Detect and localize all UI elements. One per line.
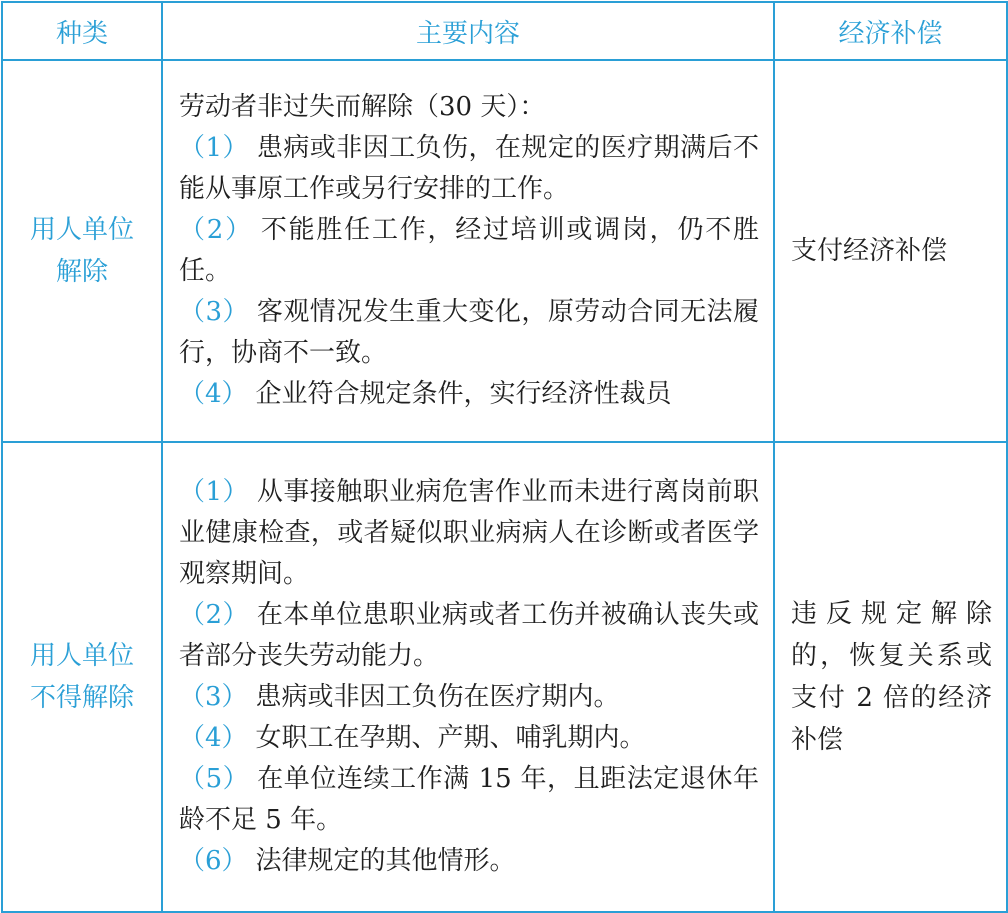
category-line: 用人单位 xyxy=(29,641,134,671)
item-text: 从事接触职业病危害作业而未进行离岗前职业健康检查，或者疑似职业病病人在诊断或者医学观察期间。 xyxy=(179,477,759,589)
list-item xyxy=(179,718,759,759)
compensation-cell: 违反规定解除的，恢复关系或支付 2 倍的经济补偿 xyxy=(774,442,1007,912)
item-number: （3） xyxy=(179,297,249,327)
content-cell xyxy=(162,442,774,912)
compensation-cell: 支付经济补偿 xyxy=(774,60,1007,442)
list-item xyxy=(179,210,759,292)
header-compensation: 经济补偿 xyxy=(774,2,1007,60)
item-number: （1） xyxy=(179,477,249,507)
category-cell xyxy=(2,442,162,912)
table-row xyxy=(2,60,1007,442)
category-line: 用人单位 xyxy=(29,215,134,245)
item-text: 患病或非因工负伤，在规定的医疗期满后不能从事原工作或另行安排的工作。 xyxy=(179,133,759,204)
header-category: 种类 xyxy=(2,2,162,60)
list-item xyxy=(179,677,759,718)
item-number: （4） xyxy=(179,723,248,753)
content-intro: 劳动者非过失而解除（30 天）： xyxy=(179,92,546,122)
item-text: 法律规定的其他情形。 xyxy=(255,846,516,876)
item-text: 客观情况发生重大变化，原劳动合同无法履行，协商不一致。 xyxy=(179,297,759,368)
list-item xyxy=(179,374,759,415)
item-number: （3） xyxy=(179,682,248,712)
list-item xyxy=(179,292,759,374)
item-number: （4） xyxy=(179,379,248,409)
termination-table xyxy=(1,1,1008,913)
table-row xyxy=(2,442,1007,912)
item-text: 企业符合规定条件，实行经济性裁员 xyxy=(255,379,672,409)
item-text: 在单位连续工作满 15 年，且距法定退休年龄不足 5 年。 xyxy=(179,764,759,835)
list-item xyxy=(179,128,759,210)
item-number: （2） xyxy=(179,600,249,630)
item-number: （1） xyxy=(179,133,249,163)
item-number: （5） xyxy=(179,764,250,794)
list-item xyxy=(179,759,759,841)
category-cell xyxy=(2,60,162,442)
list-item xyxy=(179,595,759,677)
category-line: 不得解除 xyxy=(29,683,134,713)
list-item xyxy=(179,841,759,882)
list-item xyxy=(179,472,759,595)
header-main-content: 主要内容 xyxy=(162,2,774,60)
item-number: （6） xyxy=(179,846,248,876)
item-text: 在本单位患职业病或者工伤并被确认丧失或者部分丧失劳动能力。 xyxy=(179,600,759,671)
item-text: 患病或非因工负伤在医疗期内。 xyxy=(255,682,620,712)
category-line: 解除 xyxy=(55,257,108,287)
header-row xyxy=(2,2,1007,60)
item-number: （2） xyxy=(179,215,253,245)
item-text: 女职工在孕期、产期、哺乳期内。 xyxy=(255,723,646,753)
item-text: 不能胜任工作，经过培训或调岗，仍不胜任。 xyxy=(179,215,759,286)
content-cell xyxy=(162,60,774,442)
